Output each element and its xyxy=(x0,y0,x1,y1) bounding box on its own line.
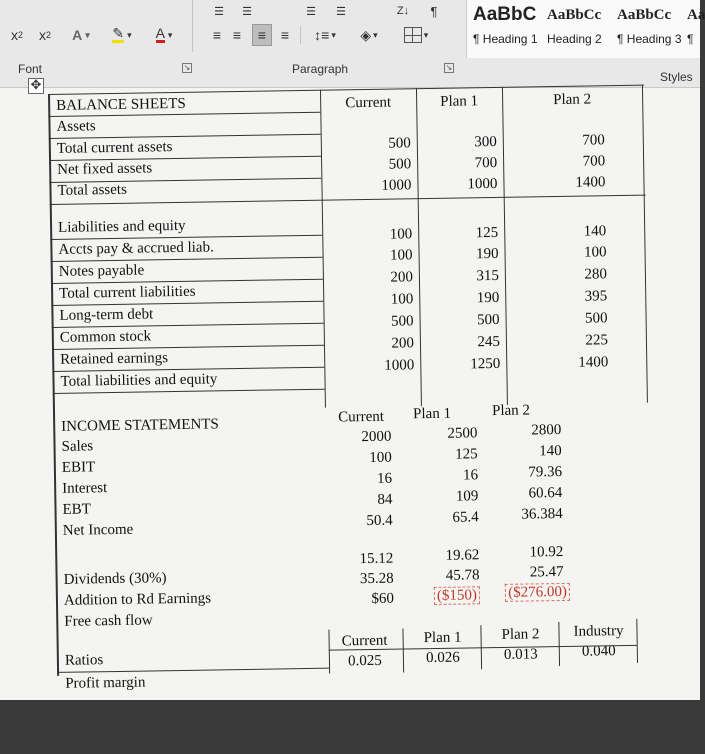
column-header-current: Current xyxy=(345,94,392,112)
font-dialog-launcher-icon[interactable]: ↘ xyxy=(183,63,191,72)
value-plan2: 140 xyxy=(583,223,607,240)
value-plan1: 245 xyxy=(477,333,501,351)
style-name: Heading 2 xyxy=(547,32,602,46)
borders-button[interactable] xyxy=(394,24,438,46)
value-plan2: 60.64 xyxy=(528,484,563,502)
assets-header: Assets xyxy=(56,118,96,135)
superscript-button[interactable] xyxy=(32,24,58,46)
value-plan2: 1400 xyxy=(578,354,609,371)
show-marks-icon[interactable]: ¶ xyxy=(430,3,438,19)
superscript-label: x xyxy=(38,27,46,43)
value-plan2: 395 xyxy=(584,288,608,305)
font-color-label: A xyxy=(155,25,165,41)
column-header-plan1: Plan 1 xyxy=(423,629,462,647)
value-plan1: 1000 xyxy=(467,175,498,193)
bullets-icon[interactable]: ☰ xyxy=(214,5,224,18)
value-current: 15.12 xyxy=(359,550,394,568)
column-header-industry: Industry xyxy=(573,623,624,640)
balance-sheets-title: BALANCE SHEETS xyxy=(56,95,186,114)
row-label: Dividends (30%) xyxy=(63,570,167,588)
value-plan1: 65.4 xyxy=(452,509,479,526)
row-label: Profit margin xyxy=(65,674,146,692)
column-header-plan2: Plan 2 xyxy=(553,91,592,109)
row-label: Net fixed assets xyxy=(57,160,153,178)
row-label: Retained earnings xyxy=(60,350,169,368)
row-label: EBIT xyxy=(61,459,96,476)
row-label: Long-term debt xyxy=(59,306,154,324)
value-plan1: 315 xyxy=(476,267,500,285)
chevron-down-icon: ▾ xyxy=(127,29,132,40)
chevron-down-icon: ▾ xyxy=(373,29,378,40)
row-label: Accts pay & accrued liab. xyxy=(58,239,214,258)
value-plan1 xyxy=(400,585,480,606)
row-label: Addition to Rd Earnings xyxy=(63,590,212,609)
value-plan1: 700 xyxy=(474,154,498,172)
row-label: Sales xyxy=(61,438,94,455)
paint-bucket-icon: ◈ xyxy=(360,26,372,43)
value-plan2: 0.013 xyxy=(503,646,538,663)
line-spacing-icon: ↕≡ xyxy=(314,27,330,43)
value-plan1: 0.026 xyxy=(425,649,460,667)
value-plan1: 45.78 xyxy=(445,567,480,584)
column-header-plan1: Plan 1 xyxy=(440,93,479,110)
table-border xyxy=(642,85,648,403)
financial-table xyxy=(48,85,658,754)
value-current: 500 xyxy=(388,156,412,173)
income-statements-title: INCOME STATEMENTS xyxy=(61,416,219,435)
subscript-mark: 2 xyxy=(17,30,23,40)
value-industry: 0.040 xyxy=(581,643,616,660)
value-current: 200 xyxy=(390,269,414,286)
value-current: 84 xyxy=(377,491,393,508)
value-current: 100 xyxy=(389,226,413,243)
row-label: Total liabilities and equity xyxy=(60,371,218,390)
shading-button[interactable] xyxy=(350,24,388,46)
row-label: Free cash flow xyxy=(64,612,153,630)
value-current: $60 xyxy=(371,590,395,607)
value-current: 100 xyxy=(389,247,413,264)
value-plan2: 700 xyxy=(582,153,606,170)
row-label: Notes payable xyxy=(58,262,145,280)
value-plan1: 500 xyxy=(476,311,500,329)
column-header-current: Current xyxy=(338,408,385,426)
row-label: Common stock xyxy=(59,328,152,346)
line-spacing-button[interactable] xyxy=(306,24,344,46)
value-current: 200 xyxy=(391,335,415,352)
row-label: Total current assets xyxy=(56,139,173,157)
column-header-plan2: Plan 2 xyxy=(501,626,540,643)
column-header-plan2: Plan 2 xyxy=(491,402,531,420)
value-plan1: 109 xyxy=(455,488,479,505)
value-current: 1000 xyxy=(381,177,412,194)
styles-group-label: Styles xyxy=(660,70,693,84)
value-plan2: 25.47 xyxy=(529,563,564,581)
value-plan2: 500 xyxy=(584,310,608,327)
style-name: ¶ Heading 1 xyxy=(473,32,538,46)
table-border xyxy=(402,628,404,672)
group-separator xyxy=(192,0,193,52)
value-plan1: 2500 xyxy=(447,425,478,442)
row-label: Interest xyxy=(62,480,108,497)
value-plan2: 79.36 xyxy=(528,463,563,481)
group-separator xyxy=(300,26,301,44)
value-plan2: 140 xyxy=(539,442,562,460)
justify-icon[interactable]: ≡ xyxy=(280,27,290,43)
subscript-label: x xyxy=(10,27,18,43)
value-plan1: 16 xyxy=(462,467,479,484)
subscript-button[interactable] xyxy=(4,24,30,46)
style-name: ¶ xyxy=(687,32,694,46)
chevron-down-icon: ▾ xyxy=(85,29,90,40)
liabilities-header: Liabilities and equity xyxy=(57,217,186,236)
value-current: 1000 xyxy=(384,357,415,374)
style-sample: AaBbC xyxy=(473,4,537,25)
value-plan2: 700 xyxy=(582,132,605,149)
value-plan1: 190 xyxy=(476,289,500,307)
style-sample: AaBbCc xyxy=(617,7,672,23)
value-plan2: 36.384 xyxy=(521,505,563,523)
outdent-icon[interactable]: ☰ xyxy=(336,5,346,18)
paragraph-group-label: Paragraph xyxy=(292,62,349,76)
style-sample: Aa xyxy=(687,7,705,23)
value-plan2: 280 xyxy=(584,266,608,283)
value-current: 2000 xyxy=(361,428,392,446)
numbering-icon[interactable]: ☰ xyxy=(242,5,252,18)
value-plan2: 10.92 xyxy=(529,543,564,561)
value-plan2: 1400 xyxy=(575,174,606,191)
indent-icon[interactable]: ☰ xyxy=(306,5,316,18)
font-group-label: Font xyxy=(18,62,43,76)
row-label: Total current liabilities xyxy=(59,283,196,302)
row-label: Net Income xyxy=(62,521,134,539)
ribbon xyxy=(0,0,705,88)
value-plan1: 190 xyxy=(475,245,499,263)
value-plan2 xyxy=(480,582,570,603)
table-border xyxy=(636,619,638,663)
row-label: Total assets xyxy=(57,181,127,199)
value-plan1: 1250 xyxy=(470,355,501,373)
column-header-plan1: Plan 1 xyxy=(412,405,452,423)
table-border xyxy=(558,622,560,666)
value-current: 100 xyxy=(369,449,392,466)
column-header-current: Current xyxy=(341,632,388,650)
style-next[interactable] xyxy=(687,0,705,58)
align-center-icon[interactable]: ≡ xyxy=(232,27,242,43)
style-name: ¶ Heading 3 xyxy=(617,32,682,46)
value-plan2: 225 xyxy=(585,332,609,349)
paragraph-dialog-launcher-icon[interactable]: ↘ xyxy=(445,63,453,72)
text-effects-label: A xyxy=(72,27,83,43)
superscript-mark: 2 xyxy=(45,30,51,40)
sort-button[interactable] xyxy=(390,0,416,22)
highlighter-icon: ✎ xyxy=(112,25,125,41)
value-plan1: 19.62 xyxy=(445,547,480,564)
value-plan1: 125 xyxy=(475,224,499,242)
value-plan1: 300 xyxy=(474,133,497,151)
chevron-down-icon: ▾ xyxy=(423,29,429,40)
highlight-color-button[interactable] xyxy=(104,24,140,46)
value-current: 35.28 xyxy=(359,570,394,588)
value-current: 16 xyxy=(376,470,393,487)
styles-gallery xyxy=(466,0,705,58)
value-current: 100 xyxy=(390,291,414,308)
value-plan2: 2800 xyxy=(531,421,562,439)
sort-icon: Z↓ xyxy=(396,5,410,17)
align-right-icon[interactable]: ≡ xyxy=(252,24,272,46)
chevron-down-icon: ▾ xyxy=(167,29,173,40)
value-current: 500 xyxy=(390,313,414,330)
style-sample: AaBbCc xyxy=(547,7,602,23)
align-left-icon[interactable]: ≡ xyxy=(212,27,222,43)
chevron-down-icon: ▾ xyxy=(331,29,336,40)
font-color-button[interactable] xyxy=(146,24,182,46)
text-effects-button[interactable] xyxy=(64,24,98,46)
row-label: Ratios xyxy=(64,652,104,669)
value-plan1: 125 xyxy=(455,446,478,463)
negative-value: ($276.00) xyxy=(505,583,570,602)
borders-icon xyxy=(404,27,422,43)
value-current: 50.4 xyxy=(366,512,393,530)
value-current: 0.025 xyxy=(347,652,382,670)
table-move-handle-icon[interactable]: ✥ xyxy=(28,78,44,94)
row-label: EBT xyxy=(62,501,91,518)
value-current: 500 xyxy=(388,135,411,152)
value-plan2: 100 xyxy=(583,244,607,261)
negative-value: ($150) xyxy=(434,586,480,605)
